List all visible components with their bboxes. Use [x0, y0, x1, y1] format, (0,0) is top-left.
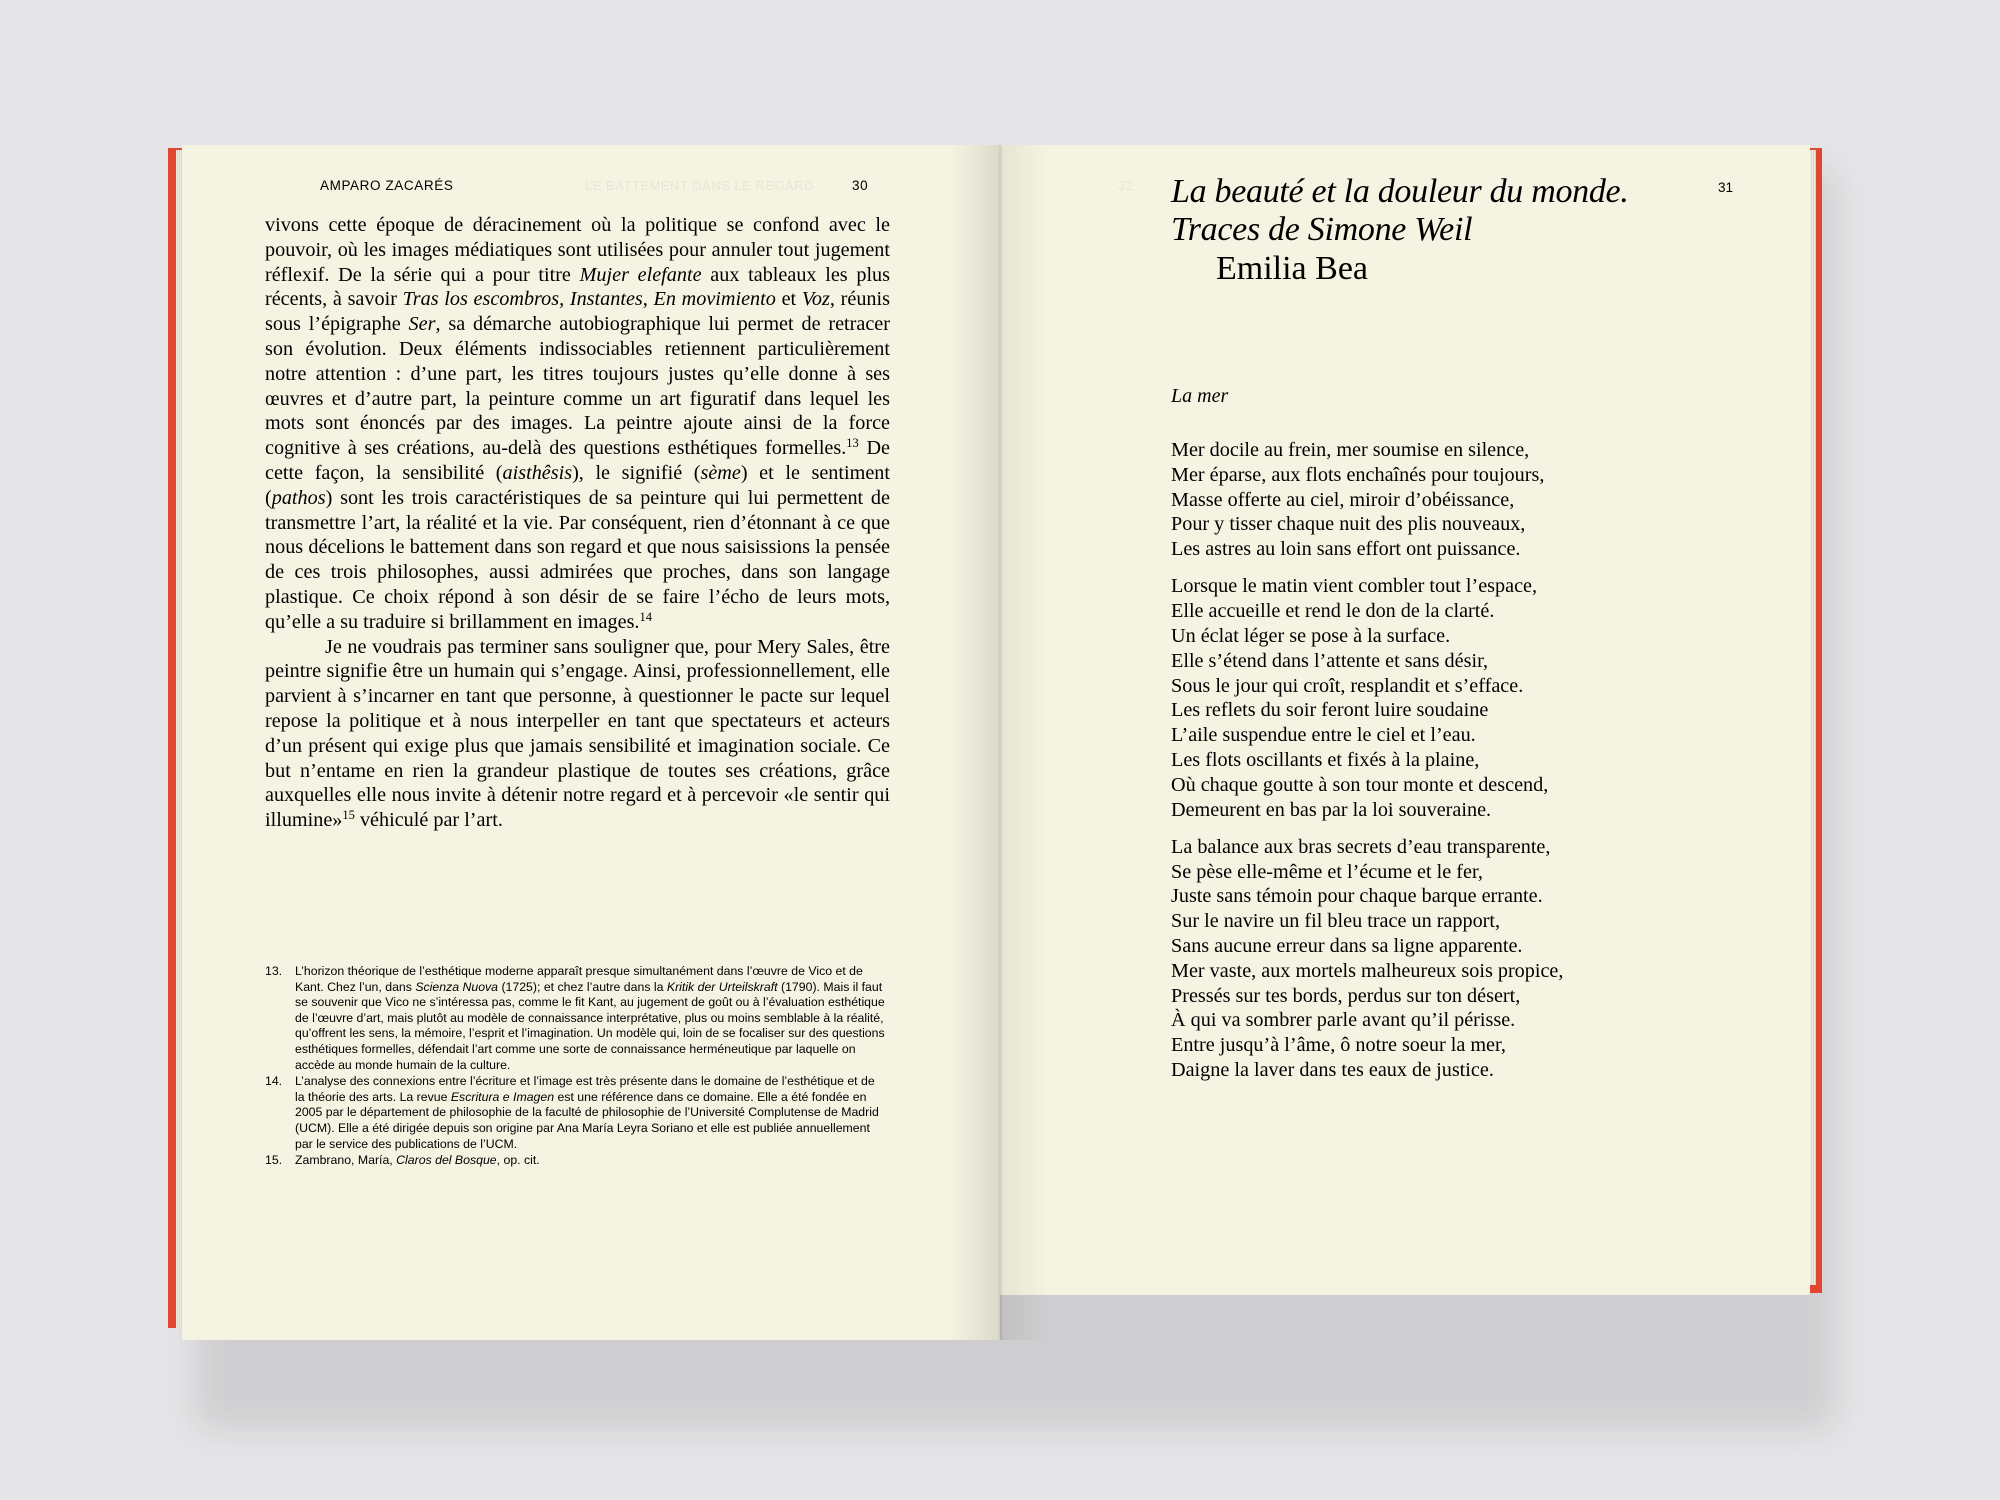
poem-title: La mer — [1171, 385, 1229, 407]
page-edges-right — [1810, 150, 1816, 1285]
text-span: , — [642, 288, 654, 311]
poem-line: Sans aucune erreur dans sa ligne apparente. — [1171, 934, 1523, 957]
poem-line: Entre jusqu’à l’âme, ô notre soeur la mer, — [1171, 1034, 1506, 1057]
footnote-ref: 15 — [342, 808, 355, 823]
footnote-number: 13. — [265, 964, 283, 978]
italic-span: Voz — [801, 288, 830, 311]
poem-line: À qui va sombrer parle avant qu’il périsse. — [1171, 1009, 1516, 1032]
text-span: , réunis sous l’épigraphe — [265, 288, 890, 336]
italic-span: Kritik der Urteilskraft — [666, 979, 778, 994]
poem-line: Sous le jour qui croît, resplandit et s’efface. — [1171, 674, 1524, 697]
poem-line: Les astres au loin sans effort ont puissance. — [1171, 538, 1521, 561]
poem-line: Les reflets du soir feront luire soudaine — [1171, 699, 1489, 722]
poem-line: Demeurent en bas par la loi souveraine. — [1171, 798, 1492, 821]
italic-span: Scienza Nuova — [415, 979, 499, 994]
footnote-number: 14. — [265, 1074, 283, 1089]
text-span: aux tableaux les plus récents, à savoir — [265, 263, 891, 311]
text-span: (1790). Mais il faut se souvenir que Vico ne s’intéressa pas, comme le fit Kant, au jugement de goût ou à l’évaluation esthétique de l’œuvre d’art, mais plutôt au modèle de connaissance interprétative, plus ou moins semblable à la réalité, qu’offrent les sens, la mémoire, l’esprit et l’imagination. Un modèle qui, loin de se focaliser sur des questions esthétiques formelles, défendait l’art comme une sorte de connaissance herméneutique par laquelle on accède au monde humain de la culture. — [295, 979, 885, 1072]
text-span: L’analyse des connexions entre l’écriture et l’image est très présente dans le domaine de l’esthétique et de la théorie des arts. La revue — [295, 1074, 875, 1104]
footnote-ref: 14 — [639, 609, 652, 624]
poem-line: Lorsque le matin vient combler tout l’espace, — [1171, 575, 1538, 598]
italic-span: aisthêsis — [502, 461, 573, 484]
chapter-title-line-1: La beauté et la douleur du monde. — [1171, 173, 1629, 210]
poem-line: La balance aux bras secrets d’eau transparente, — [1171, 835, 1551, 858]
footnote — [265, 1074, 885, 1152]
italic-span: Tras los escombros, Instantes — [402, 288, 643, 311]
poem-line: Mer docile au frein, mer soumise en silence, — [1171, 439, 1530, 461]
show-through-running-head: LE BATTEMENT DANS LE REGARD — [585, 178, 815, 193]
poem-line: Mer vaste, aux mortels malheureux sois propice, — [1171, 959, 1564, 982]
poem-line: Où chaque goutte à son tour monte et descend, — [1171, 773, 1549, 796]
italic-span: Claros del Bosque — [396, 1153, 497, 1168]
footnote — [265, 1153, 885, 1169]
folio-left: 30 — [852, 178, 869, 193]
footnotes — [265, 964, 885, 1170]
italic-span: sème — [700, 461, 741, 484]
poem — [1171, 438, 1563, 1095]
text-span: véhiculé par l’art. — [354, 809, 503, 832]
poem-line: Elle s’étend dans l’attente et sans désir, — [1171, 649, 1489, 672]
text-span: , sa démarche autobiographique lui permet de retracer son évolution. Deux éléments indissociables retiennent particulièrement notre attention : d’une part, les titres toujours justes qu’elle donne à ses œuvres et d’autre part, la peinture comme un art figuratif dans lequel les mots sont énoncés par des images. La peintre ajoute ainsi de la force cognitive à ses créations, au-delà des questions esthétiques formelles. — [265, 313, 890, 460]
italic-span: Ser — [408, 313, 436, 336]
poem-line: Mer éparse, aux flots enchaînés pour toujours, — [1171, 463, 1545, 486]
text-span: De cette façon, la sensibilité ( — [265, 437, 890, 484]
poem-stanza — [1171, 574, 1563, 822]
poem-line: Un éclat léger se pose à la surface. — [1171, 624, 1451, 647]
poem-line: Pour y tisser chaque nuit des plis nouveaux, — [1171, 513, 1526, 536]
chapter-author: Emilia Bea — [1216, 250, 1369, 287]
running-head-author: AMPARO ZACARÉS — [320, 178, 454, 193]
italic-span: Mujer elefante — [579, 263, 702, 286]
poem-line: Sur le navire un fil bleu trace un rapport, — [1171, 910, 1501, 933]
poem-stanza — [1171, 835, 1563, 1083]
italic-span: Escritura e Imagen — [450, 1089, 555, 1104]
text-span: Je ne voudrais pas terminer sans souligner que, pour Mery Sales, être peintre signifie être un humain qui s’engage. Ainsi, professionnellement, elle parvient à s’incarner en tant que personne, à questionner le pacte sur lequel repose la politique et à nous interpeller en tant que spectateurs et acteurs d’un présent qui exige plus que jamais sensibilité et imagination sociale. Ce but n’entame en rien la grandeur plastique de toutes ses créations, grâce auxquelles elle nous invite à détenir notre regard et à percevoir «le sentir qui illumine» — [265, 635, 890, 832]
text-span: , op. cit. — [496, 1153, 540, 1168]
body-paragraph — [265, 635, 890, 833]
text-span: vivons cette époque de déracinement où la politique se confond avec le pouvoir, où les images médiatiques sont utilisées pour annuler tout jugement réflexif. De la série qui a pour titre — [265, 214, 890, 286]
text-span: Zambrano, María, — [295, 1153, 397, 1168]
footnote — [265, 964, 885, 1073]
poem-line: Pressés sur tes bords, perdus sur ton désert, — [1171, 984, 1521, 1007]
footnote-number: 15. — [265, 1153, 283, 1168]
text-span: ), le signifié ( — [572, 461, 701, 484]
text-span: L’horizon théorique de l’esthétique moderne apparaît presque simultanément dans l’œuvre de Vico et de Kant. Chez l’un, dans — [295, 964, 863, 994]
chapter-title-block — [1171, 173, 1629, 289]
italic-span: En movimiento — [653, 288, 776, 311]
show-through-folio: 32 — [1118, 178, 1134, 193]
chapter-title-line-2: Traces de Simone Weil — [1171, 211, 1473, 248]
poem-line: Juste sans témoin pour chaque barque errante. — [1171, 885, 1543, 908]
poem-line: Elle accueille et rend le don de la clarté. — [1171, 600, 1495, 623]
poem-line: Daigne la laver dans tes eaux de justice. — [1171, 1058, 1494, 1081]
poem-line: Se pèse elle-même et l’écume et le fer, — [1171, 860, 1483, 883]
text-span: ) et le sentiment ( — [265, 461, 890, 509]
folio-right: 31 — [1718, 180, 1734, 195]
footnote-text — [295, 1153, 885, 1169]
poem-line: Masse offerte au ciel, miroir d’obéissance, — [1171, 488, 1515, 511]
text-span: ) sont les trois caractéristiques de sa peinture qui lui permettent de transmettre l’art, la réalité et la vie. Par conséquent, rien d’étonnant à ce que nous décelions le battement dans son regard et que nous saisissions la pensée de ces trois philosophes, aussi admirées que proches, dans son langage plastique. Ce choix répond à son désir de se faire l’écho de leurs mots, qu’elle a su traduire si brillamment en images. — [265, 486, 890, 633]
footnote-text — [295, 1074, 885, 1152]
poem-line: L’aile suspendue entre le ciel et l’eau. — [1171, 724, 1476, 747]
footnote-text — [295, 964, 885, 1073]
poem-stanza — [1171, 438, 1563, 562]
text-span: et — [775, 288, 802, 311]
italic-span: pathos — [271, 486, 326, 509]
poem-line: Les flots oscillants et fixés à la plaine, — [1171, 748, 1480, 771]
body-paragraph — [265, 213, 890, 635]
text-span: est une référence dans ce domaine. Elle a été fondée en 2005 par le département de philosophie de la faculté de philosophie de l’Université Complutense de Madrid (UCM). Elle a été dirigée depuis son origine par Ana María Leyra Soriano et elle est publiée annuellement par le service des publications de l’UCM. — [295, 1089, 879, 1151]
body-text — [265, 213, 890, 833]
text-span: (1725); et chez l’autre dans la — [498, 979, 667, 994]
footnote-ref: 13 — [846, 436, 859, 451]
